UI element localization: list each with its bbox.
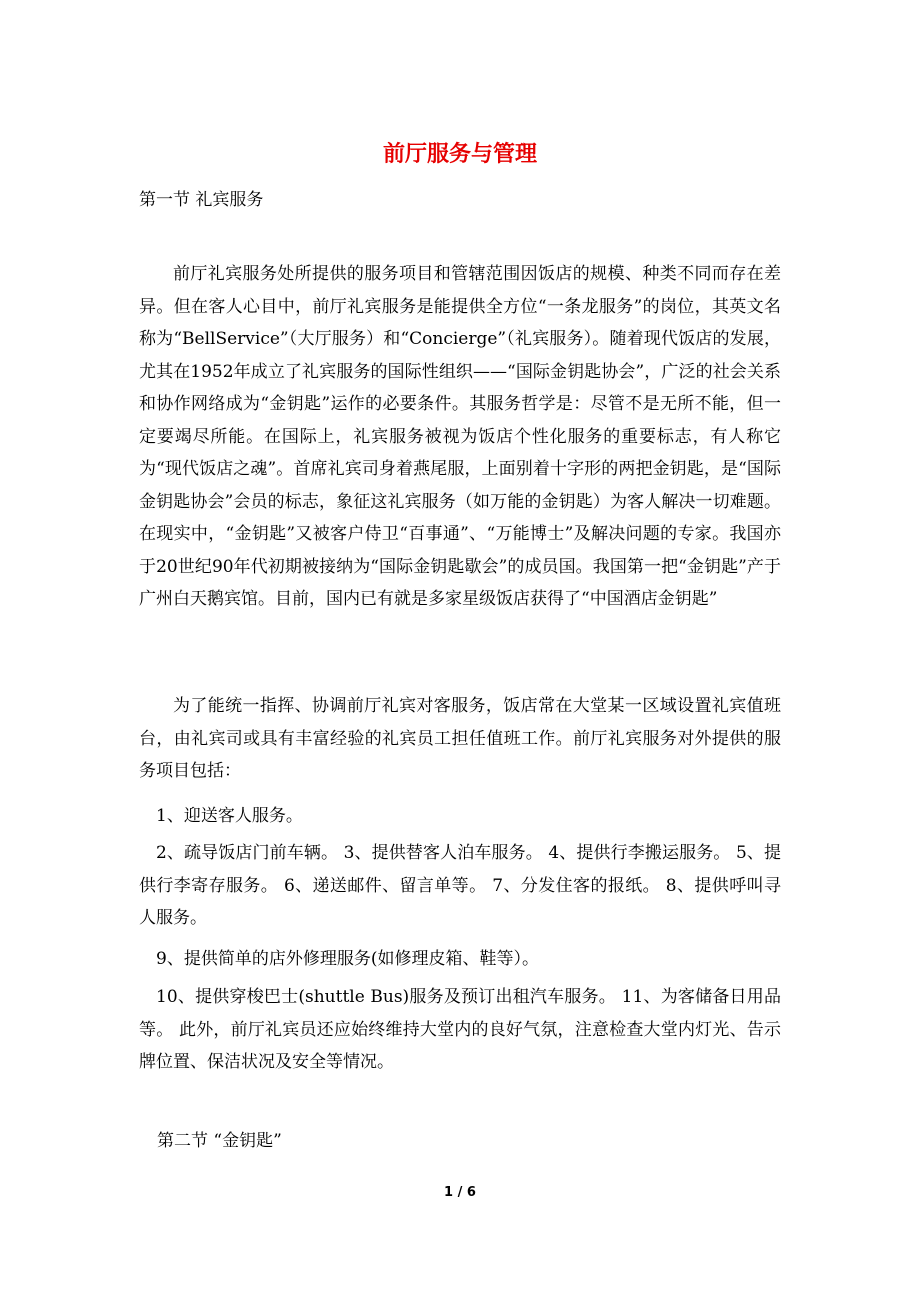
list-items-2-to-8: 2、疏导饭店门前车辆。 3、提供替客人泊车服务。 4、提供行李搬运服务。 5、提供行李寄存服务。 6、递送邮件、留言单等。 7、分发住客的报纸。 8、提供呼叫寻人服务。 [139, 843, 781, 928]
list-item-1: 1、迎送客人服务。 [156, 806, 303, 826]
list-item-9: 9、提供简单的店外修理服务(如修理皮箱、鞋等）。 [156, 949, 539, 969]
document-title: 前厅服务与管理 [382, 142, 537, 167]
section-heading-1: 第一节 礼宾服务 [139, 190, 264, 210]
page-number: 1 / 6 [444, 1185, 476, 1200]
list-item-10-and-more: 10、提供穿梭巴士(shuttle Bus)服务及预订出租汽车服务。 11、为客储备日用品等。 此外，前厅礼宾员还应始终维持大堂内的良好气氛，注意检查大堂内灯光、告示牌位置、保洁状况及安全等情况。 [139, 987, 781, 1072]
section-heading-2: 第二节 “金钥匙” [157, 1131, 282, 1151]
paragraph-2: 为了能统一指挥、协调前厅礼宾对客服务，饭店常在大堂某一区域设置礼宾值班台，由礼宾司或具有丰富经验的礼宾员工担任值班工作。前厅礼宾服务对外提供的服务项目包括： [139, 696, 781, 781]
paragraph-1: 前厅礼宾服务处所提供的服务项目和管辖范围因饭店的规模、种类不同而存在差异。但在客人心目中，前厅礼宾服务是能提供全方位“一条龙服务”的岗位，其英文名称为“BellService”（大厅服务）和“Concierge”（礼宾服务）。随着现代饭店的发展，尤其在1952年成立了礼宾服务的国际性组织——“国际金钥匙协会”，广泛的社会关系和协作网络成为“金钥匙”运作的必要条件。其服务哲学是：尽管不是无所不能，但一定要竭尽所能。在国际上，礼宾服务被视为饭店个性化服务的重要标志，有人称它为“现代饭店之魂”。首席礼宾司身着燕尾服，上面别着十字形的两把金钥匙，是“国际金钥匙协会”会员的标志，象征这礼宾服务（如万能的金钥匙）为客人解决一切难题。在现实中，“金钥匙”又被客户侍卫“百事通”、“万能博士”及解决问题的专家。我国亦于20世纪90年代初期被接纳为“国际金钥匙歇会”的成员国。我国第一把“金钥匙”产于广州白天鹅宾馆。目前，国内已有就是多家星级饭店获得了“中国酒店金钥匙” [139, 264, 781, 609]
